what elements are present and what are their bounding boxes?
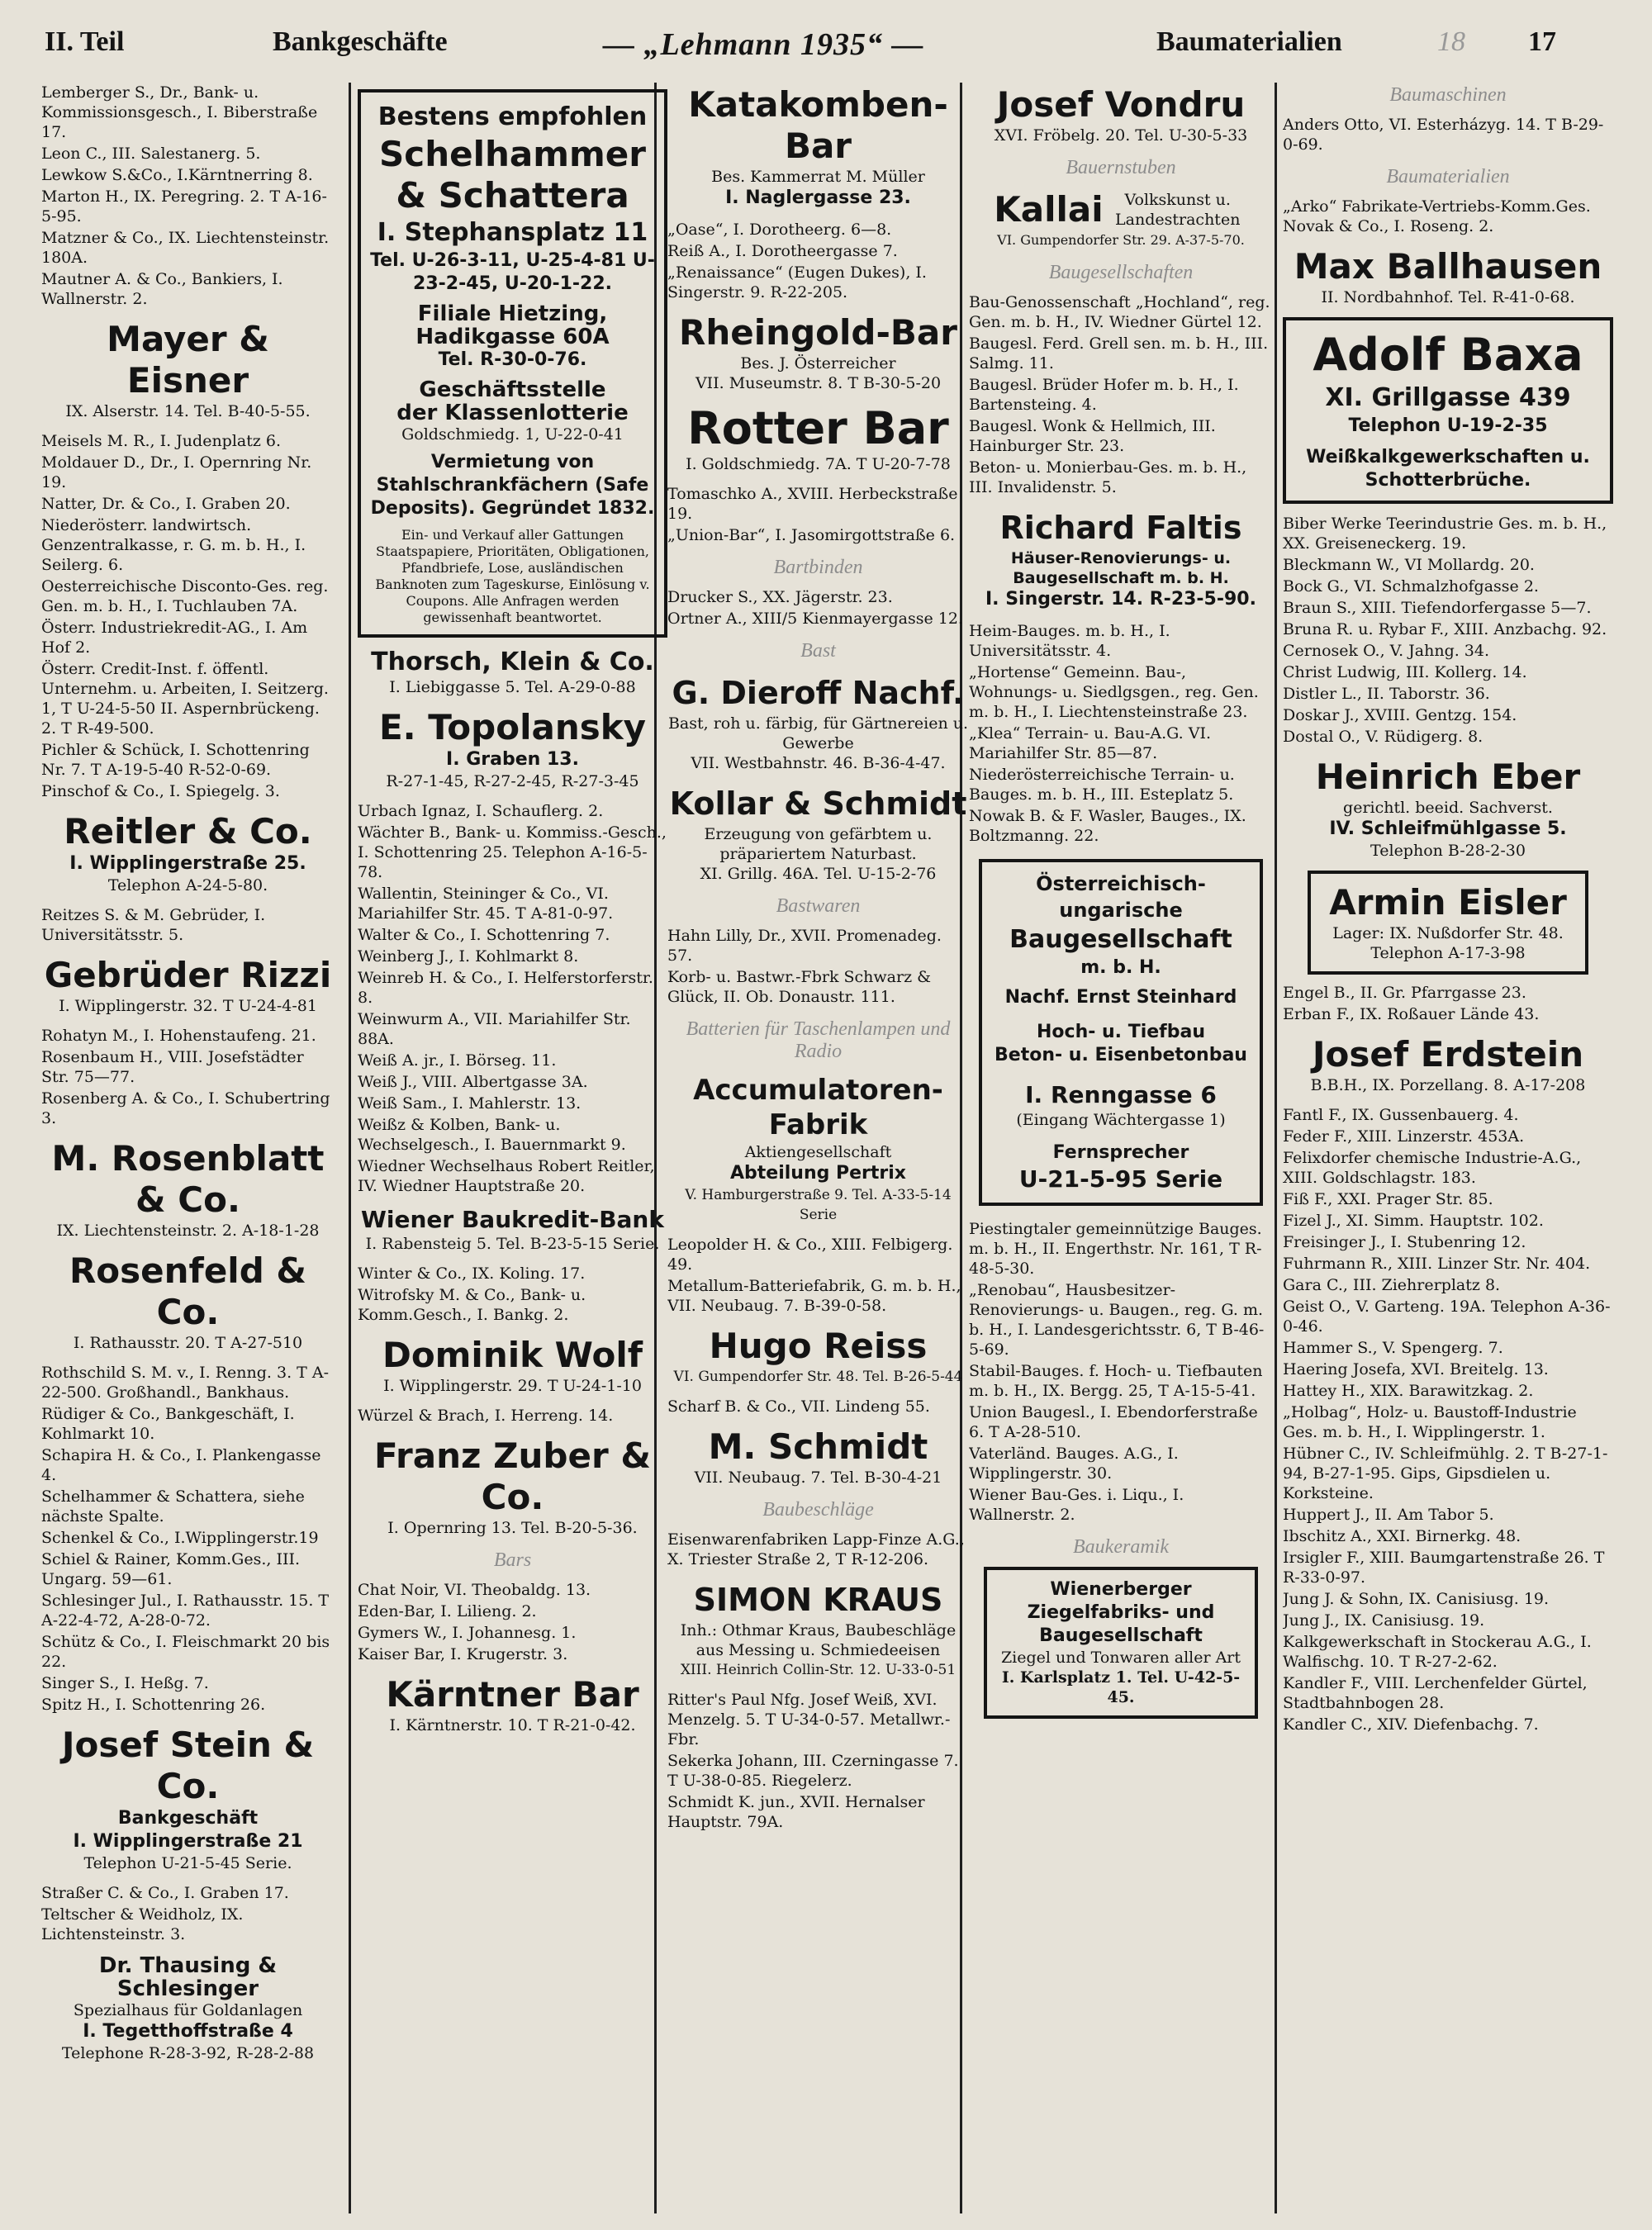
advert xyxy=(358,1335,667,1396)
listing-entry: Baugesl. Brüder Hofer m. b. H., I. Bartensteing. 4. xyxy=(969,376,1239,414)
page-number: 17 xyxy=(1528,26,1556,57)
advert-address: I. Stephansplatz 11 xyxy=(377,218,648,247)
pencil-mark: 18 xyxy=(1437,26,1465,57)
listing-entry: Fuhrmann R., XIII. Linzer Str. Nr. 404. xyxy=(1283,1255,1591,1273)
section-heading: Baumaschinen xyxy=(1389,84,1507,106)
advert-address: I. Rathausstr. 20. T A-27-510 xyxy=(73,1334,303,1352)
listing-entry: Beton- u. Monierbau-Ges. m. b. H., III. Invalidenstr. 5. xyxy=(969,458,1247,496)
listing-entry: Ortner A., XIII/5 Kienmayergasse 12. xyxy=(667,610,963,628)
section-heading: Bartbinden xyxy=(773,557,863,578)
advert-address: I. Wipplingerstraße 21 xyxy=(73,1831,303,1852)
listing-entry: Schenkel & Co., I.Wipplingerstr.19 xyxy=(41,1529,319,1547)
listing-entry: Fiß F., XXI. Prager Str. 85. xyxy=(1283,1190,1493,1208)
listing-entry: Witrofsky M. & Co., Bank- u. Komm.Gesch., I. Bankg. 2. xyxy=(358,1286,586,1324)
listing-entry: Christ Ludwig, III. Kollerg. 14. xyxy=(1283,663,1527,681)
listing-entry: Hahn Lilly, Dr., XVII. Promenadeg. 57. xyxy=(667,927,942,965)
listing-entry: Ibschitz A., XXI. Birnerkg. 48. xyxy=(1283,1527,1521,1545)
listing-entry: Fizel J., XI. Simm. Hauptstr. 102. xyxy=(1283,1212,1544,1230)
advert-address: VI. Gumpendorfer Str. 48. Tel. B-26-5-44 xyxy=(673,1369,963,1385)
listing-entry: Hammer S., V. Spengerg. 7. xyxy=(1283,1339,1503,1357)
advert-address: I. Liebiggasse 5. Tel. A-29-0-88 xyxy=(389,678,636,696)
advert-name: Armin Eisler xyxy=(1329,882,1567,923)
advert-name: & Schattera xyxy=(396,175,629,216)
advert-name: Rotter Bar xyxy=(687,402,949,454)
listing-entry: Baugesl. Ferd. Grell sen. m. b. H., III. Salmg. 11. xyxy=(969,334,1269,372)
header-section-left: Bankgeschäfte xyxy=(273,26,448,57)
header-section-right: Baumaterialien xyxy=(1156,26,1342,57)
advert-address: I. Singerstr. 14. R-23-5-90. xyxy=(985,589,1256,610)
advert-box-baugesellschaft xyxy=(979,859,1263,1206)
section-heading: Baukeramik xyxy=(1073,1536,1169,1558)
listing-entry: Kaiser Bar, I. Krugerstr. 3. xyxy=(358,1645,568,1663)
advert-name: Thorsch, Klein & Co. xyxy=(371,648,654,676)
listing-entry: Pinschof & Co., I. Spiegelg. 3. xyxy=(41,782,280,800)
advert-name: Dominik Wolf xyxy=(382,1335,643,1375)
advert xyxy=(667,1326,969,1387)
column-rule xyxy=(1275,83,1277,2213)
advert xyxy=(41,1954,335,2063)
advert xyxy=(667,84,969,210)
advert-box-baxa xyxy=(1283,317,1613,504)
advert-address: B.B.H., IX. Porzellang. 8. A-17-208 xyxy=(1310,1076,1586,1094)
advert-telephone: Telephone R-28-3-92, R-28-2-88 xyxy=(61,2044,315,2062)
listing-entry: Scharf B. & Co., VII. Lindeng 55. xyxy=(667,1397,930,1416)
advert-line: Bes. J. Österreicher xyxy=(740,354,896,372)
listing-entry: Niederösterr. landwirtsch. Genzentralkasse, r. G. m. b. H., I. Seilerg. 6. xyxy=(41,516,306,574)
listing-entry: Wächter B., Bank- u. Kommiss.-Gesch., I. Schottenring 25. Telephon A-16-5-78. xyxy=(358,823,667,881)
advert-box-schelhammer xyxy=(358,89,667,638)
listing-entry: Felixdorfer chemische Industrie-A.G., XIII. Goldschlagstr. 183. xyxy=(1283,1149,1582,1187)
section-heading: Baumaterialien xyxy=(1386,166,1510,187)
advert-name: Josef Stein & Co. xyxy=(61,1725,315,1806)
listing-entry: Rothschild S. M. v., I. Renng. 3. T A-22-500. Großhandl., Bankhaus. xyxy=(41,1364,330,1402)
advert-name: Richard Faltis xyxy=(999,510,1242,546)
listing-entry: Ritter's Paul Nfg. Josef Weiß, XVI. Menzelg. 5. T U-34-0-57. Metallwr.-Fbr. xyxy=(667,1691,951,1748)
column-3 xyxy=(667,83,969,2213)
advert-address: IX. Alserstr. 14. Tel. B-40-5-55. xyxy=(65,402,311,420)
listing-entry: Hattey H., XIX. Barawitzkag. 2. xyxy=(1283,1382,1534,1400)
advert-address: I. Rabensteig 5. Tel. B-23-5-15 Serie. xyxy=(365,1235,660,1253)
advert-line: Bes. Kammerrat M. Müller xyxy=(711,168,925,186)
listing-entry: Weiß Sam., I. Mahlerstr. 13. xyxy=(358,1094,582,1113)
advert xyxy=(41,1138,335,1241)
advert-address: I. Karlsplatz 1. Tel. U-42-5-45. xyxy=(1001,1668,1241,1706)
listing-entry: Schapira H. & Co., I. Plankengasse 4. xyxy=(41,1446,321,1484)
advert-name: Hugo Reiss xyxy=(709,1326,928,1366)
advert-name: Josef Vondru xyxy=(996,84,1246,125)
listing-entry: Walter & Co., I. Schottenring 7. xyxy=(358,926,610,944)
listing-entry: „Union-Bar“, I. Jasomirgottstraße 6. xyxy=(667,526,956,544)
advert-line: Beton- u. Eisenbetonbau xyxy=(995,1045,1247,1065)
advert xyxy=(1283,757,1613,861)
advert-line: Ziegel und Tonwaren aller Art xyxy=(1000,1649,1241,1667)
advert-name: Katakomben-Bar xyxy=(688,84,948,166)
listing-entry: „Oase“, I. Dorotheerg. 6—8. xyxy=(667,221,892,239)
advert-telephone: U-21-5-95 Serie xyxy=(1018,1165,1223,1193)
advert-address: I. Opernring 13. Tel. B-20-5-36. xyxy=(387,1519,638,1537)
advert-line: (Eingang Wächtergasse 1) xyxy=(1016,1111,1226,1129)
listing-entry: Wiener Bau-Ges. i. Liqu., I. Wallnerstr. 2. xyxy=(969,1486,1184,1524)
listing-entry: Weiß A. jr., I. Börseg. 11. xyxy=(358,1051,557,1070)
advert xyxy=(358,1674,667,1735)
listing-entry: Marton H., IX. Peregring. 2. T A-16-5-95. xyxy=(41,187,327,225)
listing-entry: Teltscher & Weidholz, IX. Lichtensteinstr. 3. xyxy=(41,1905,244,1943)
advert-name: Franz Zuber & Co. xyxy=(374,1435,651,1517)
advert-telephone: Telephon U-21-5-45 Serie. xyxy=(83,1854,292,1872)
listing-entry: Reiß A., I. Dorotheergasse 7. xyxy=(667,242,898,260)
listing-entry: Mautner A. & Co., Bankiers, I. Wallnerstr. 2. xyxy=(41,270,283,308)
advert xyxy=(41,319,335,421)
listing-entry: Rosenberg A. & Co., I. Schubertring 3. xyxy=(41,1089,330,1127)
listing-entry: „Holbag“, Holz- u. Baustoff-Industrie Ges. m. b. H., I. Wipplingerstr. 1. xyxy=(1283,1403,1577,1441)
advert-name: Gebrüder Rizzi xyxy=(44,955,332,995)
listing-entry: Schmidt K. jun., XVII. Hernalser Hauptstr. 79A. xyxy=(667,1793,925,1831)
section-heading: Bars xyxy=(493,1549,532,1571)
advert-name: Kärntner Bar xyxy=(386,1674,639,1715)
listing-entry: Vaterländ. Bauges. A.G., I. Wipplingerstr. 30. xyxy=(969,1445,1179,1483)
advert xyxy=(358,1435,667,1538)
advert xyxy=(969,507,1273,611)
advert xyxy=(969,189,1273,250)
advert xyxy=(1283,246,1613,307)
listing-entry: Korb- u. Bastwr.-Fbrk Schwarz & Glück, II. Ob. Donaustr. 111. xyxy=(667,968,932,1006)
advert-telephone: Telephon A-24-5-80. xyxy=(107,876,268,894)
advert xyxy=(667,1073,969,1225)
advert-address: XVI. Fröbelg. 20. Tel. U-30-5-33 xyxy=(994,126,1248,145)
advert-line: Hoch- u. Tiefbau xyxy=(1037,1022,1205,1042)
advert xyxy=(667,1426,969,1487)
advert-address: I. Naglergasse 23. xyxy=(725,187,911,208)
advert xyxy=(667,312,969,393)
advert-address: I. Wipplingerstraße 25. xyxy=(69,853,306,874)
advert-address: V. Hamburgerstraße 9. Tel. A-33-5-14 Serie xyxy=(685,1187,952,1223)
listing-entry: Bruna R. u. Rybar F., XIII. Anzbachg. 92. xyxy=(1283,620,1607,638)
advert-telephone: Telephon B-28-2-30 xyxy=(1370,842,1526,860)
advert-line: Häuser-Renovierungs- u. Baugesellschaft m. b. H. xyxy=(1010,549,1232,587)
listing-entry: Matzner & Co., IX. Liechtensteinstr. 180A. xyxy=(41,229,330,267)
advert-telephone: Telephon A-17-3-98 xyxy=(1370,944,1526,962)
advert-line: Spezialhaus für Goldanlagen xyxy=(73,2001,303,2019)
listing-entry: Lewkow S.&Co., I.Kärntnerring 8. xyxy=(41,166,313,184)
listing-entry: Bock G., VI. Schmalzhofgasse 2. xyxy=(1283,577,1539,595)
advert-address: Lager: IX. Nußdorfer Str. 48. xyxy=(1332,924,1564,942)
advert-address: I. Kärntnerstr. 10. T R-21-0-42. xyxy=(389,1716,636,1734)
advert-name: Reitler & Co. xyxy=(64,811,312,852)
advert-name: M. Rosenblatt & Co. xyxy=(51,1138,325,1220)
advert xyxy=(358,648,667,697)
advert-address: IV. Schleifmühlgasse 5. xyxy=(1329,818,1567,839)
advert-name: Wienerberger Ziegelfabriks- und Baugesellschaft xyxy=(1027,1579,1215,1646)
advert-name: Max Ballhausen xyxy=(1294,246,1602,287)
listing-entry: Huppert J., II. Am Tabor 5. xyxy=(1283,1506,1494,1524)
listing-entry: Straßer C. & Co., I. Graben 17. xyxy=(41,1884,289,1902)
listing-entry: Erban F., IX. Roßauer Lände 43. xyxy=(1283,1005,1540,1023)
advert-name: Adolf Baxa xyxy=(1313,329,1583,381)
advert-address: I. Goldschmiedg. 7A. T U-20-7-78 xyxy=(686,455,951,473)
listing-entry: Weiß J., VIII. Albertgasse 3A. xyxy=(358,1073,588,1091)
listing-entry: Haering Josefa, XVI. Breitelg. 13. xyxy=(1283,1360,1549,1378)
listing-entry: Bleckmann W., VI Mollardg. 20. xyxy=(1283,556,1535,574)
listing-entry: Kandler C., XIV. Diefenbachg. 7. xyxy=(1283,1715,1539,1734)
advert-line: m. b. H. xyxy=(1080,957,1161,978)
advert-address: I. Renngasse 6 xyxy=(1025,1081,1217,1108)
listing-entry: „Hortense“ Gemeinn. Bau-, Wohnungs- u. Siedlgsgen., reg. Gen. m. b. H., I. Liechtensteinstraße 23. xyxy=(969,663,1259,721)
listing-entry: Nowak B. & F. Wasler, Bauges., IX. Boltzmanng. 22. xyxy=(969,807,1246,845)
advert-name: Dr. Thausing & Schlesinger xyxy=(98,1953,278,2001)
advert-line: Weißkalkgewerkschaften u. Schotterbrüche. xyxy=(1306,447,1590,491)
listing-entry: Wallentin, Steininger & Co., VI. Mariahilfer Str. 45. T A-81-0-97. xyxy=(358,885,614,923)
listing-entry: Rosenbaum H., VIII. Josefstädter Str. 75—77. xyxy=(41,1048,304,1086)
advert-line: Erzeugung von gefärbtem u. präpariertem Naturbast. xyxy=(704,825,933,863)
listing-entry: Schlesinger Jul., I. Rathausstr. 15. T A-22-4-72, A-28-0-72. xyxy=(41,1592,330,1630)
listing-entry: Feder F., XIII. Linzerstr. 453A. xyxy=(1283,1127,1525,1146)
advert-line: Fernsprecher xyxy=(1052,1142,1189,1163)
listing-entry: Irsigler F., XIII. Baumgartenstraße 26. T R-33-0-97. xyxy=(1283,1549,1605,1587)
advert-name: Baugesellschaft xyxy=(1009,925,1232,954)
advert-address: XI. Grillgasse 439 xyxy=(1325,383,1571,412)
advert xyxy=(41,955,335,1016)
advert xyxy=(667,1579,969,1680)
listing-entry: Natter, Dr. & Co., I. Graben 20. xyxy=(41,495,291,513)
advert xyxy=(667,403,969,474)
advert-name: Josef Erdstein xyxy=(1312,1034,1584,1075)
advert-line: Filiale Hietzing, xyxy=(417,301,608,326)
listing-entry: Metallum-Batteriefabrik, G. m. b. H., VII. Neubaug. 7. B-39-0-58. xyxy=(667,1277,961,1315)
listing-entry: „Klea“ Terrain- u. Bau-A.G. VI. Mariahilfer Str. 85—87. xyxy=(969,724,1212,762)
advert-address: I. Tegetthoffstraße 4 xyxy=(83,2021,293,2042)
advert xyxy=(667,783,969,884)
advert-name: M. Schmidt xyxy=(708,1426,928,1467)
advert xyxy=(667,672,969,773)
advert-name: Rosenfeld & Co. xyxy=(69,1250,307,1332)
column-4 xyxy=(969,83,1273,2213)
advert-address: Goldschmiedg. 1, U-22-0-41 xyxy=(401,425,624,444)
advert xyxy=(41,1725,335,1873)
listing-entry: Bau-Genossenschaft „Hochland“, reg. Gen. m. b. H., IV. Wiedner Gürtel 12. xyxy=(969,293,1270,331)
advert-line: Aktiengesellschaft xyxy=(744,1143,892,1161)
advert-address: VII. Museumstr. 8. T B-30-5-20 xyxy=(695,374,942,392)
listing-entry: Drucker S., XX. Jägerstr. 23. xyxy=(667,588,893,606)
advert-line: Geschäftsstelle xyxy=(419,377,606,402)
advert-address: I. Wipplingerstr. 32. T U-24-4-81 xyxy=(59,997,317,1015)
advert-line: Nachf. Ernst Steinhard xyxy=(1004,987,1237,1008)
advert-name: Rheingold-Bar xyxy=(679,312,957,353)
listing-entry: Cernosek O., V. Jahng. 34. xyxy=(1283,642,1490,660)
listing-entry: Wiedner Wechselhaus Robert Reitler, IV. Wiedner Hauptstraße 20. xyxy=(358,1157,655,1195)
page-header xyxy=(41,26,1569,73)
advert-line: Bast, roh u. färbig, für Gärtnereien u. Gewerbe xyxy=(667,714,969,752)
advert-name: G. Dieroff Nachf. xyxy=(672,675,965,711)
listing-entry: „Renaissance“ (Eugen Dukes), I. Singerstr. 9. R-22-205. xyxy=(667,263,927,301)
listing-entry: Winter & Co., IX. Koling. 17. xyxy=(358,1264,586,1283)
advert-line: Hadikgasse 60A xyxy=(415,325,610,349)
advert-name: Kallai xyxy=(994,189,1104,230)
listing-entry: Lemberger S., Dr., Bank- u. Kommissionsgesch., I. Biberstraße 17. xyxy=(41,83,318,141)
listing-entry: Anders Otto, VI. Esterházyg. 14. T B-29-0-69. xyxy=(1283,116,1604,154)
advert-line: Vermietung von Stahlschrankfächern (Safe Deposits). Gegründet 1832. xyxy=(370,452,655,519)
advert-line: gerichtl. beeid. Sachverst. xyxy=(1343,799,1553,817)
advert-name: Accumulatoren-Fabrik xyxy=(693,1074,943,1141)
listing-entry: Kalkgewerkschaft in Stockerau A.G., I. Walfischg. 10. T R-27-2-62. xyxy=(1283,1633,1592,1671)
listing-entry: Distler L., II. Taborstr. 36. xyxy=(1283,685,1490,703)
listing-entry: Weinwurm A., VII. Mariahilfer Str. 88A. xyxy=(358,1010,631,1048)
advert-name: Mayer & Eisner xyxy=(107,319,269,401)
listing-entry: Sekerka Johann, III. Czerningasse 7. T U-38-0-85. Riegelerz. xyxy=(667,1752,959,1790)
listing-entry: Tomaschko A., XVIII. Herbeckstraße 19. xyxy=(667,485,958,523)
header-part-label: II. Teil xyxy=(45,26,125,57)
advert xyxy=(41,811,335,895)
listing-entry: Reitzes S. & M. Gebrüder, I. Universitätsstr. 5. xyxy=(41,906,266,944)
advert xyxy=(358,707,667,791)
listing-entry: Singer S., I. Heßg. 7. xyxy=(41,1674,209,1692)
advert-name: Heinrich Eber xyxy=(1315,757,1581,797)
advert-line: Bestens empfohlen xyxy=(377,102,648,131)
advert xyxy=(969,84,1273,145)
listing-entry: Union Baugesl., I. Ebendorferstraße 6. T A-28-510. xyxy=(969,1403,1258,1441)
listing-entry: Schelhammer & Schattera, siehe nächste Spalte. xyxy=(41,1487,305,1525)
section-heading: Baugesellschaften xyxy=(1048,262,1194,283)
advert-small-print: Ein- und Verkauf aller Gattungen Staatspapiere, Prioritäten, Obligationen, Pfandbriefe, Lose, ausländischen Banknoten zum Tageskurse, Einlösung v. Coupons. Alle Anfragen werden gewissenhaft beantwortet. xyxy=(375,527,650,625)
listing-entry: Schiel & Rainer, Komm.Ges., III. Ungarg. 59—61. xyxy=(41,1550,301,1588)
listing-entry: Kandler F., VIII. Lerchenfelder Gürtel, Stadtbahnbogen 28. xyxy=(1283,1674,1588,1712)
section-heading: Bauernstuben xyxy=(1066,157,1176,178)
section-heading: Baubeschläge xyxy=(762,1499,874,1521)
advert xyxy=(41,1250,335,1353)
listing-entry: Engel B., II. Gr. Pfarrgasse 23. xyxy=(1283,984,1526,1002)
advert xyxy=(1283,1034,1613,1095)
section-heading: Batterien für Taschenlampen und Radio xyxy=(686,1018,951,1062)
listing-entry: Stabil-Bauges. f. Hoch- u. Tiefbauten m. b. H., IX. Bergg. 25, T A-15-5-41. xyxy=(969,1362,1263,1400)
listing-entry: Heim-Bauges. m. b. H., I. Universitätsstr. 4. xyxy=(969,622,1170,660)
column-rule xyxy=(349,83,351,2213)
listing-entry: „Renobau“, Hausbesitzer-Renovierungs- u. Baugen., reg. G. m. b. H., I. Landesgerichtsstr. 6, T B-46-5-69. xyxy=(969,1281,1265,1359)
section-heading: Bast xyxy=(800,640,836,662)
listing-entry: Chat Noir, VI. Theobaldg. 13. xyxy=(358,1581,591,1599)
listing-entry: Jung J. & Sohn, IX. Canisiusg. 19. xyxy=(1283,1590,1550,1608)
advert-line: Volkskunst u. Landestrachten xyxy=(1115,191,1241,229)
listing-entry: Biber Werke Teerindustrie Ges. m. b. H., XX. Greiseneckerg. 19. xyxy=(1283,515,1607,553)
listing-entry: Urbach Ignaz, I. Schauflerg. 2. xyxy=(358,802,604,820)
listing-entry: Gara C., III. Ziehrerplatz 8. xyxy=(1283,1276,1501,1294)
advert-telephone: Telephon U-19-2-35 xyxy=(1348,415,1548,436)
advert-name: Österreichisch-ungarische xyxy=(1036,872,1206,922)
listing-entry: Geist O., V. Garteng. 19A. Telephon A-36-0-46. xyxy=(1283,1298,1611,1336)
listing-entry: Gymers W., I. Johannesg. 1. xyxy=(358,1624,577,1642)
listing-entry: Jung J., IX. Canisiusg. 19. xyxy=(1283,1611,1485,1630)
listing-entry: Freisinger J., I. Stubenring 12. xyxy=(1283,1233,1526,1251)
listing-entry: Meisels M. R., I. Judenplatz 6. xyxy=(41,432,282,450)
listing-entry: Würzel & Brach, I. Herreng. 14. xyxy=(358,1407,614,1425)
advert-address: XI. Grillg. 46A. Tel. U-15-2-76 xyxy=(700,865,937,883)
section-heading: Bastwaren xyxy=(776,895,861,917)
advert-address: VII. Neubaug. 7. Tel. B-30-4-21 xyxy=(694,1468,942,1487)
advert-address: I. Wipplingerstr. 29. T U-24-1-10 xyxy=(383,1377,642,1395)
listing-entry: Leon C., III. Salestanerg. 5. xyxy=(41,145,261,163)
listing-entry: Rohatyn M., I. Hohenstaufeng. 21. xyxy=(41,1027,316,1045)
listing-entry: Dostal O., V. Rüdigerg. 8. xyxy=(1283,728,1483,746)
advert-address: II. Nordbahnhof. Tel. R-41-0-68. xyxy=(1321,288,1575,306)
advert-telephone: Tel. R-30-0-76. xyxy=(438,349,587,370)
advert-name: E. Topolansky xyxy=(378,707,647,747)
advert-telephone: Tel. U-26-3-11, U-25-4-81 U-23-2-45, U-20-1-22. xyxy=(370,250,655,294)
listing-entry: Leopolder H. & Co., XIII. Felbigerg. 49. xyxy=(667,1236,953,1274)
listing-entry: Schütz & Co., I. Fleischmarkt 20 bis 22. xyxy=(41,1633,330,1671)
column-2 xyxy=(358,83,667,2213)
advert-telephone: R-27-1-45, R-27-2-45, R-27-3-45 xyxy=(386,772,639,790)
advert-address: XIII. Heinrich Collin-Str. 12. U-33-0-51 xyxy=(680,1662,957,1678)
advert-box-eisler xyxy=(1308,871,1588,975)
listing-entry: Niederösterreichische Terrain- u. Bauges. m. b. H., III. Esteplatz 5. xyxy=(969,766,1235,804)
listing-entry: Österr. Credit-Inst. f. öffentl. Unternehm. u. Arbeiten, I. Seitzerg. 1, T U-24-5-50 II. Aspernbrückeng. 2. T R-49-500. xyxy=(41,660,329,738)
advert xyxy=(358,1206,667,1254)
listing-entry: Spitz H., I. Schottenring 26. xyxy=(41,1696,266,1714)
header-title: — „Lehmann 1935“ — xyxy=(603,27,924,62)
listing-entry: Weinreb H. & Co., I. Helferstorferstr. 8. xyxy=(358,969,653,1007)
advert-address: VII. Westbahnstr. 46. B-36-4-47. xyxy=(691,754,946,772)
listing-entry: Weißz & Kolben, Bank- u. Wechselgesch., I. Bauernmarkt 9. xyxy=(358,1116,626,1154)
advert-line: der Klassenlotterie xyxy=(396,401,629,425)
listing-entry: Moldauer D., Dr., I. Opernring Nr. 19. xyxy=(41,453,312,491)
listing-entry: „Arko“ Fabrikate-Vertriebs-Komm.Ges. Novak & Co., I. Roseng. 2. xyxy=(1283,197,1591,235)
advert-name: Kollar & Schmidt xyxy=(669,785,967,822)
advert-address: VI. Gumpendorfer Str. 29. A-37-5-70. xyxy=(997,232,1245,248)
listing-entry: Hübner C., IV. Schleifmühlg. 2. T B-27-1-94, B-27-1-95. Gips, Gipsdielen u. Korksteine. xyxy=(1283,1445,1608,1502)
listing-entry: Eisenwarenfabriken Lapp-Finze A.G., X. Triester Straße 2, T R-12-206. xyxy=(667,1530,965,1568)
column-1 xyxy=(41,83,335,2213)
column-5 xyxy=(1283,83,1613,2213)
listing-entry: Österr. Industriekredit-AG., I. Am Hof 2. xyxy=(41,619,308,657)
advert-address: I. Graben 13. xyxy=(446,749,579,770)
advert-name: Wiener Baukredit-Bank xyxy=(361,1206,664,1233)
listing-entry: Fantl F., IX. Gussenbauerg. 4. xyxy=(1283,1106,1519,1124)
advert-name: SIMON KRAUS xyxy=(693,1582,943,1618)
advert-name: Schelhammer xyxy=(379,134,646,174)
advert-line: Bankgeschäft xyxy=(117,1808,259,1829)
listing-entry: Weinberg J., I. Kohlmarkt 8. xyxy=(358,947,579,966)
advert-line: Abteilung Pertrix xyxy=(729,1163,907,1184)
advert-box-wienerberger xyxy=(984,1567,1258,1719)
advert-line: Inh.: Othmar Kraus, Baubeschläge aus Messing u. Schmiedeeisen xyxy=(680,1621,957,1659)
listing-entry: Piestingtaler gemeinnützige Bauges. m. b. H., II. Engerthstr. Nr. 161, T R-48-5-30. xyxy=(969,1220,1262,1278)
listing-entry: Baugesl. Wonk & Hellmich, III. Hainburger Str. 23. xyxy=(969,417,1216,455)
listing-entry: Braun S., XIII. Tiefendorfergasse 5—7. xyxy=(1283,599,1592,617)
listing-entry: Rüdiger & Co., Bankgeschäft, I. Kohlmarkt 10. xyxy=(41,1405,295,1443)
advert-address: IX. Liechtensteinstr. 2. A-18-1-28 xyxy=(56,1222,320,1240)
listing-entry: Doskar J., XVIII. Gentzg. 154. xyxy=(1283,706,1517,724)
listing-entry: Oesterreichische Disconto-Ges. reg. Gen. m. b. H., I. Tuchlauben 7A. xyxy=(41,577,329,615)
listing-entry: Pichler & Schück, I. Schottenring Nr. 7. T A-19-5-40 R-52-0-69. xyxy=(41,741,310,779)
listing-entry: Eden-Bar, I. Lilieng. 2. xyxy=(358,1602,537,1620)
